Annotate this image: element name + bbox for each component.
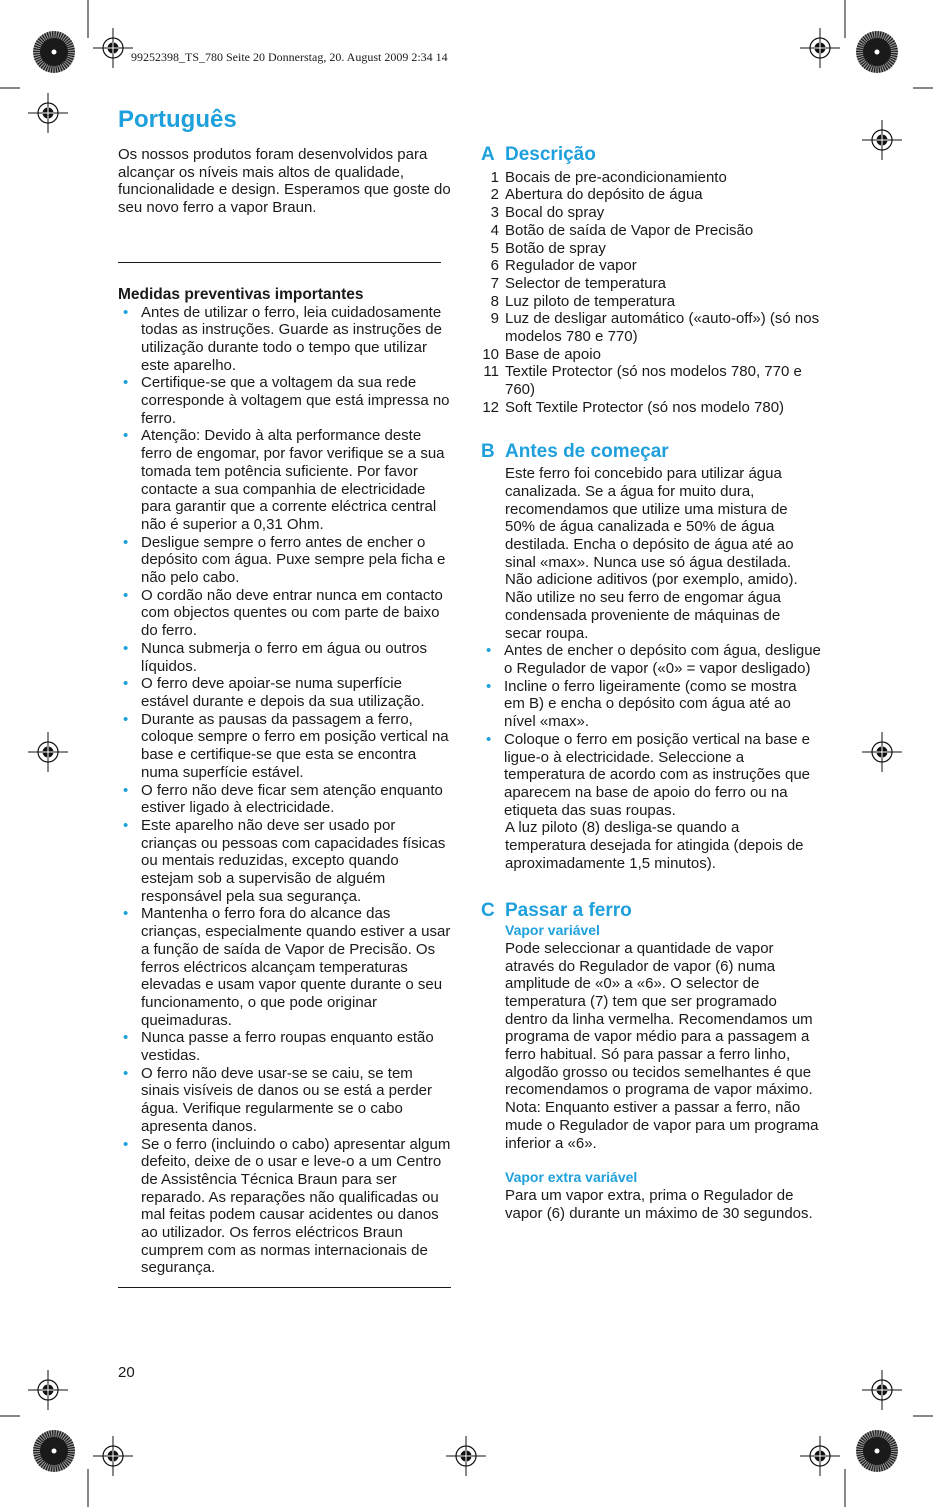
- list-item: 7 Selector de temperatura: [490, 274, 666, 292]
- list-item: • Coloque o ferro em posição vertical na base e ligue-o à electricidade. Seleccione a temperatura de acordo com as instruções que aparecem na base de apoio do ferro ou na etiqueta das suas roupas.: [481, 731, 821, 820]
- list-item: 4 Botão de saída de Vapor de Precisão: [490, 221, 754, 239]
- section-c-body: [481, 922, 821, 1222]
- list-item: 9 Luz de desligar automático («auto-off») (só nos modelos 780 e 770): [490, 310, 820, 346]
- intro-paragraph: Os nossos produtos foram desenvolvidos para alcançar os níveis mais altos de qualidade, funcionalidade e design. Esperamos que goste do seu novo ferro a vapor Braun.: [118, 146, 451, 217]
- list-item: • Atenção: Devido à alta performance deste ferro de engomar, por favor verifique se a sua tomada tem potência suficiente. Por favor contacte a sua companhia de electricidade para garantir que a corrente eléctrica central não é superior a 0,31 Ohm.: [118, 427, 453, 533]
- list-item: • O ferro não deve usar-se se caiu, se tem sinais visíveis de danos ou se está a perder água. Verifique regularmente se o cabo apresenta danos.: [118, 1065, 453, 1136]
- list-item: • Desligue sempre o ferro antes de encher o depósito com água. Puxe sempre pela ficha e não pelo cabo.: [118, 534, 453, 587]
- parts-list: [481, 169, 821, 417]
- right-column: [481, 146, 821, 1222]
- list-item: • Mantenha o ferro fora do alcance das crianças, especialmente quando estiver a usar a função de saída de Vapor de Precisão. Os ferros eléctricos alcançam temperaturas elevadas e usam vapor quente durante o seu funcionamento, o que pode originar queimaduras.: [118, 905, 453, 1029]
- list-item: • Antes de encher o depósito com água, desligue o Regulador de vapor («0» = vapor desligado): [481, 642, 821, 677]
- list-item: 3 Bocal do spray: [490, 204, 605, 222]
- list-item: 11 Textile Protector (só nos modelos 780, 770 e 760): [483, 363, 802, 399]
- list-item: • O ferro não deve ficar sem atenção enquanto estiver ligado à electricidade.: [118, 782, 453, 817]
- divider: [118, 1287, 451, 1288]
- list-item: • Este aparelho não deve ser usado por crianças ou pessoas com capacidades físicas ou mentais reduzidas, excepto quando estejam sob a supervisão de alguém responsável pela sua segurança.: [118, 817, 453, 906]
- list-item: • Certifique-se que a voltagem da sua rede corresponde à voltagem que está impressa no ferro.: [118, 374, 453, 427]
- section-title: Descrição: [505, 144, 596, 165]
- left-column: [118, 146, 453, 1288]
- list-item: • Incline o ferro ligeiramente (como se mostra em B) e encha o depósito com água até ao nível «max».: [481, 678, 821, 731]
- precautions-list: [118, 304, 453, 1278]
- section-b-heading: [481, 440, 821, 462]
- subheading-variable-steam: Vapor variável: [505, 922, 600, 939]
- list-item: • Durante as pausas da passagem a ferro, coloque sempre o ferro em posição vertical na base e certifique-se que esta se encontra numa superfície estável.: [118, 711, 453, 782]
- divider: [118, 262, 441, 263]
- page-title: Português: [118, 106, 237, 133]
- list-item: • Nunca submerja o ferro em água ou outros líquidos.: [118, 640, 453, 675]
- list-item: • Nunca passe a ferro roupas enquanto estão vestidas.: [118, 1029, 453, 1064]
- paragraph: Para um vapor extra, prima o Regulador de vapor (6) durante un máximo de 30 segundos.: [505, 1186, 813, 1222]
- section-c-heading: [481, 902, 821, 920]
- list-item: • O cordão não deve entrar nunca em contacto com objectos quentes ou com parte de baixo do ferro.: [118, 587, 453, 640]
- list-item: 10 Base de apoio: [482, 345, 601, 363]
- section-b-list: [481, 642, 821, 819]
- section-b-note: A luz piloto (8) desliga-se quando a temperatura desejada for atingida (depois de aproximadamente 1,5 minutos).: [505, 819, 804, 872]
- section-letter: B: [481, 440, 495, 462]
- list-item: • O ferro deve apoiar-se numa superfície estável durante e depois da sua utilização.: [118, 675, 453, 710]
- paragraph: Pode seleccionar a quantidade de vapor através do Regulador de vapor (6) numa amplitude de «0» a «6». O selector de temperatura (7) tem que ser programado dentro da linha vermelha. Recomendamos um programa de vapor médio para a passagem a ferro habitual. Só para passar a ferro linho, algodão grosso ou tecidos semelhantes é que recomendamos o programa de vapor máximo.: [505, 939, 813, 1099]
- section-b-intro: Este ferro foi concebido para utilizar água canalizada. Se a água for muito dura, recomendamos que utilize uma mistura de 50% de água canalizada e 50% de água destilada. Encha o depósito de água até ao sinal «max». Nunca use só água destilada. Não adicione aditivos (por exemplo, amido). Não utilize no seu ferro de engomar água condensada proveniente de máquinas de secar roupa.: [505, 465, 798, 642]
- list-item: 12 Soft Textile Protector (só nos modelo 780): [482, 398, 785, 416]
- page-number: 20: [118, 1364, 135, 1381]
- precautions-heading: Medidas preventivas importantes: [118, 285, 364, 303]
- list-item: • Antes de utilizar o ferro, leia cuidadosamente todas as instruções. Guarde as instruções de utilização durante todo o tempo que utilizar este aparelho.: [118, 304, 453, 375]
- list-item: 6 Regulador de vapor: [490, 257, 637, 275]
- subheading-extra-steam: Vapor extra variável: [505, 1169, 638, 1186]
- list-item: 8 Luz piloto de temperatura: [490, 292, 676, 310]
- section-title: Antes de começar: [505, 440, 669, 462]
- note-paragraph: Nota: Enquanto estiver a passar a ferro, não mude o Regulador de vapor para um programa inferior a «6».: [505, 1099, 819, 1152]
- list-item: 1 Bocais de pre-acondicionamiento: [490, 168, 727, 186]
- section-a-heading: [481, 146, 821, 164]
- list-item: 2 Abertura do depósito de água: [490, 186, 703, 204]
- list-item: • Se o ferro (incluindo o cabo) apresentar algum defeito, deixe de o usar e leve-o a um Centro de Assistência Técnica Braun para ser reparado. As reparações não qualificadas ou mal feitas podem causar acidentes ou danos ao utilizador. Os ferros eléctricos Braun cumprem com as normas internacionais de segurança.: [118, 1136, 453, 1278]
- section-letter: A: [481, 144, 495, 165]
- list-item: 5 Botão de spray: [490, 239, 606, 257]
- section-title: Passar a ferro: [505, 900, 632, 922]
- print-header: 99252398_TS_780 Seite 20 Donnerstag, 20. August 2009 2:34 14: [131, 50, 448, 64]
- section-letter: C: [481, 900, 495, 922]
